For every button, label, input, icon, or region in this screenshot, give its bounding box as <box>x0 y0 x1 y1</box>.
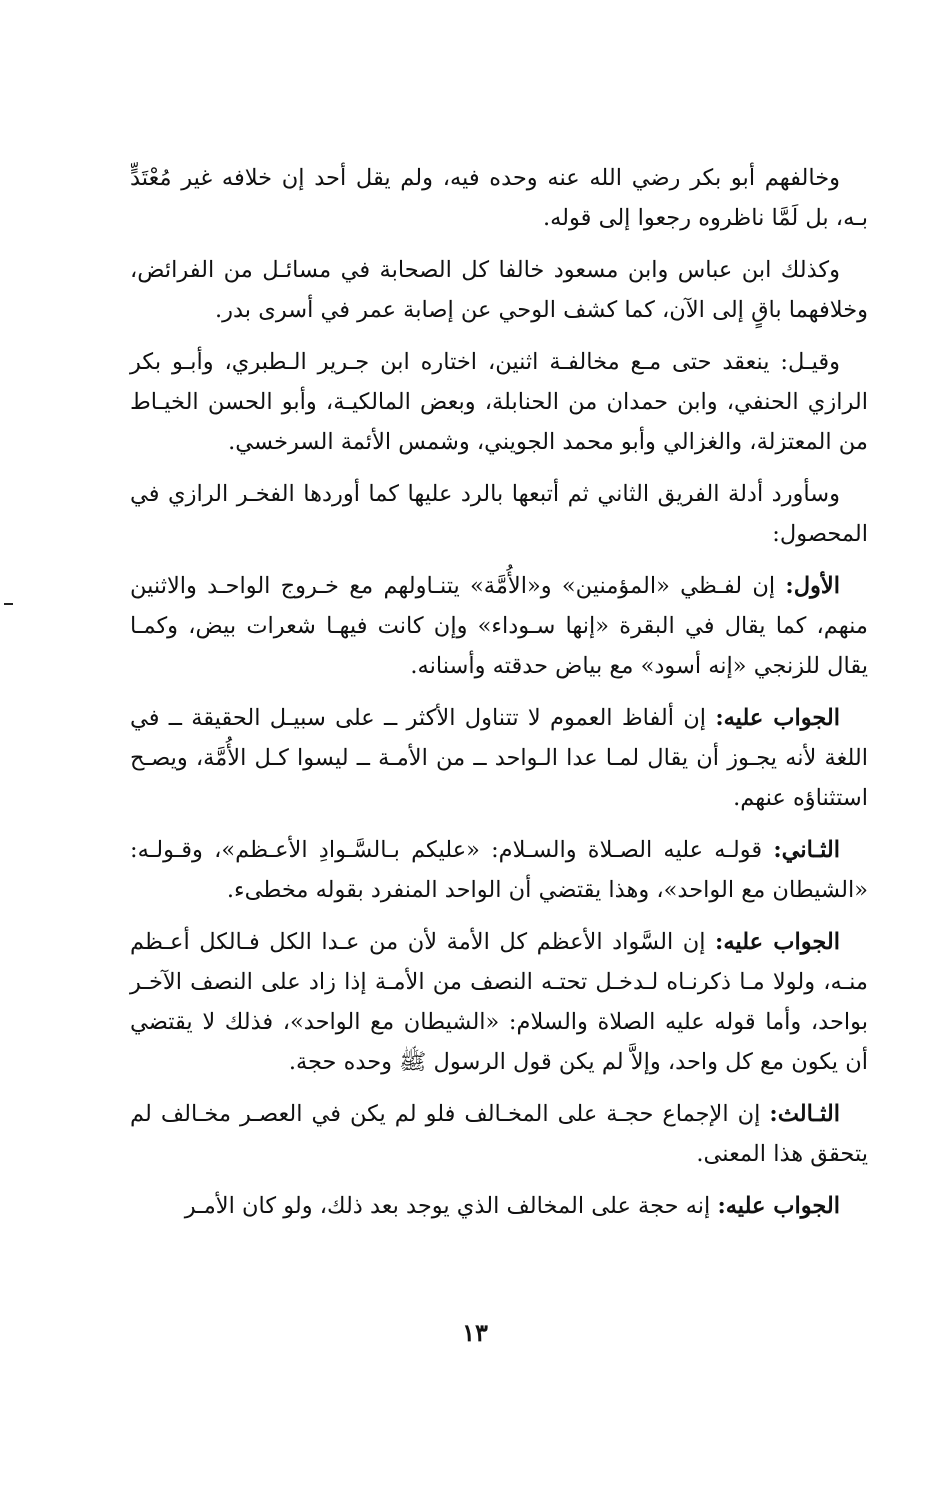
page-number: ١٣ <box>462 1318 488 1347</box>
paragraph-3-text: وقيـل: ينعقد حتى مـع مخالفـة اثنين، اختاره ابن جـرير الـطبري، وأبـو بكر الرازي الحنفي، وابن حمدان من الحنابلة، وبعض المالكيـة، وأبو الحسن الخيـاط من المعتزلة، والغزالي وأبو محمد الجويني، وشمس الأئمة السرخسي. <box>130 349 868 455</box>
paragraph-8 <box>130 922 868 1082</box>
paragraph-1-text: وخالفهم أبو بكر رضي الله عنه وحده فيه، ولم يقل أحد إن خلافه غير مُعْتَدٍّ بـه، بل لَمَّا ناظروه رجعوا إلى قوله. <box>130 165 868 231</box>
paragraph-2-text: وكذلك ابن عباس وابن مسعود خالفا كل الصحابة في مسائـل من الفرائض، وخلافهما باقٍ إلى الآن، كما كشف الوحي عن إصابة عمر في أسرى بدر. <box>130 257 868 323</box>
paragraph-9-lead: الثـالث: <box>769 1101 840 1127</box>
paragraph-5-lead: الأول: <box>785 573 840 599</box>
paragraph-5 <box>130 566 868 686</box>
paragraph-8-lead: الجواب عليه: <box>715 929 840 955</box>
paragraph-6-lead: الجواب عليه: <box>715 705 840 731</box>
paragraph-7-lead: الثـاني: <box>773 837 840 863</box>
paragraph-9 <box>130 1094 868 1174</box>
paragraph-3 <box>130 342 868 462</box>
paragraph-6 <box>130 698 868 818</box>
paragraph-6-text: إن ألفاظ العموم لا تتناول الأكثر ــ على سبيـل الحقيقة ــ في اللغة لأنه يجـوز أن يقال لمـا عدا الـواحد ــ من الأمـة ــ ليسوا كـل الأُمَّة، ويصـح استثناؤه عنهم. <box>130 705 868 811</box>
paragraph-8-text: إن السَّواد الأعظم كل الأمة لأن من عـدا الكل فـالكل أعـظم منـه، ولولا مـا ذكرنـاه لـدخـل تحتـه النصف من الأمـة إذا زاد على النصف الآخـر بواحد، وأما قوله عليه الصلاة والسلام: «الشيطان مع الواحد»، فذلك لا يقتضي أن يكون مع كل واحد، وإلاَّ لم يكن قول الرسول ﷺ وحده حجة. <box>130 929 868 1075</box>
paragraph-10-text: إنه حجة على المخالف الذي يوجد بعد ذلك، ولو كان الأمـر <box>184 1193 718 1219</box>
body-text <box>130 158 868 1238</box>
paragraph-4 <box>130 474 868 554</box>
paragraph-10-lead: الجواب عليه: <box>717 1193 840 1219</box>
paragraph-7 <box>130 830 868 910</box>
margin-mark <box>4 603 13 605</box>
paragraph-10 <box>130 1186 868 1226</box>
paragraph-9-text: إن الإجماع حجـة على المخـالف فلو لم يكن في العصـر مخـالف لم يتحقق هذا المعنى. <box>130 1101 868 1167</box>
paragraph-5-text: إن لفـظي «المؤمنين» و«الأُمَّة» يتنـاولهم مع خـروج الواحـد والاثنين منهم، كما يقال في البقرة «إنها سـوداء» وإن كانت فيهـا شعرات بيض، وكمـا يقال للزنجي «إنه أسود» مع بياض حدقته وأسنانه. <box>130 573 868 679</box>
paragraph-2 <box>130 250 868 330</box>
paragraph-1 <box>130 158 868 238</box>
paragraph-7-text: قولـه عليه الصـلاة والسـلام: «عليكم بـالسَّـوادِ الأعـظم»، وقـولـه: «الشيطان مع الواحد»، وهذا يقتضي أن الواحد المنفرد بقوله مخطىء. <box>130 837 868 903</box>
paragraph-4-text: وسأورد أدلة الفريق الثاني ثم أتبعها بالرد عليها كما أوردها الفخـر الرازي في المحصول: <box>130 481 868 547</box>
